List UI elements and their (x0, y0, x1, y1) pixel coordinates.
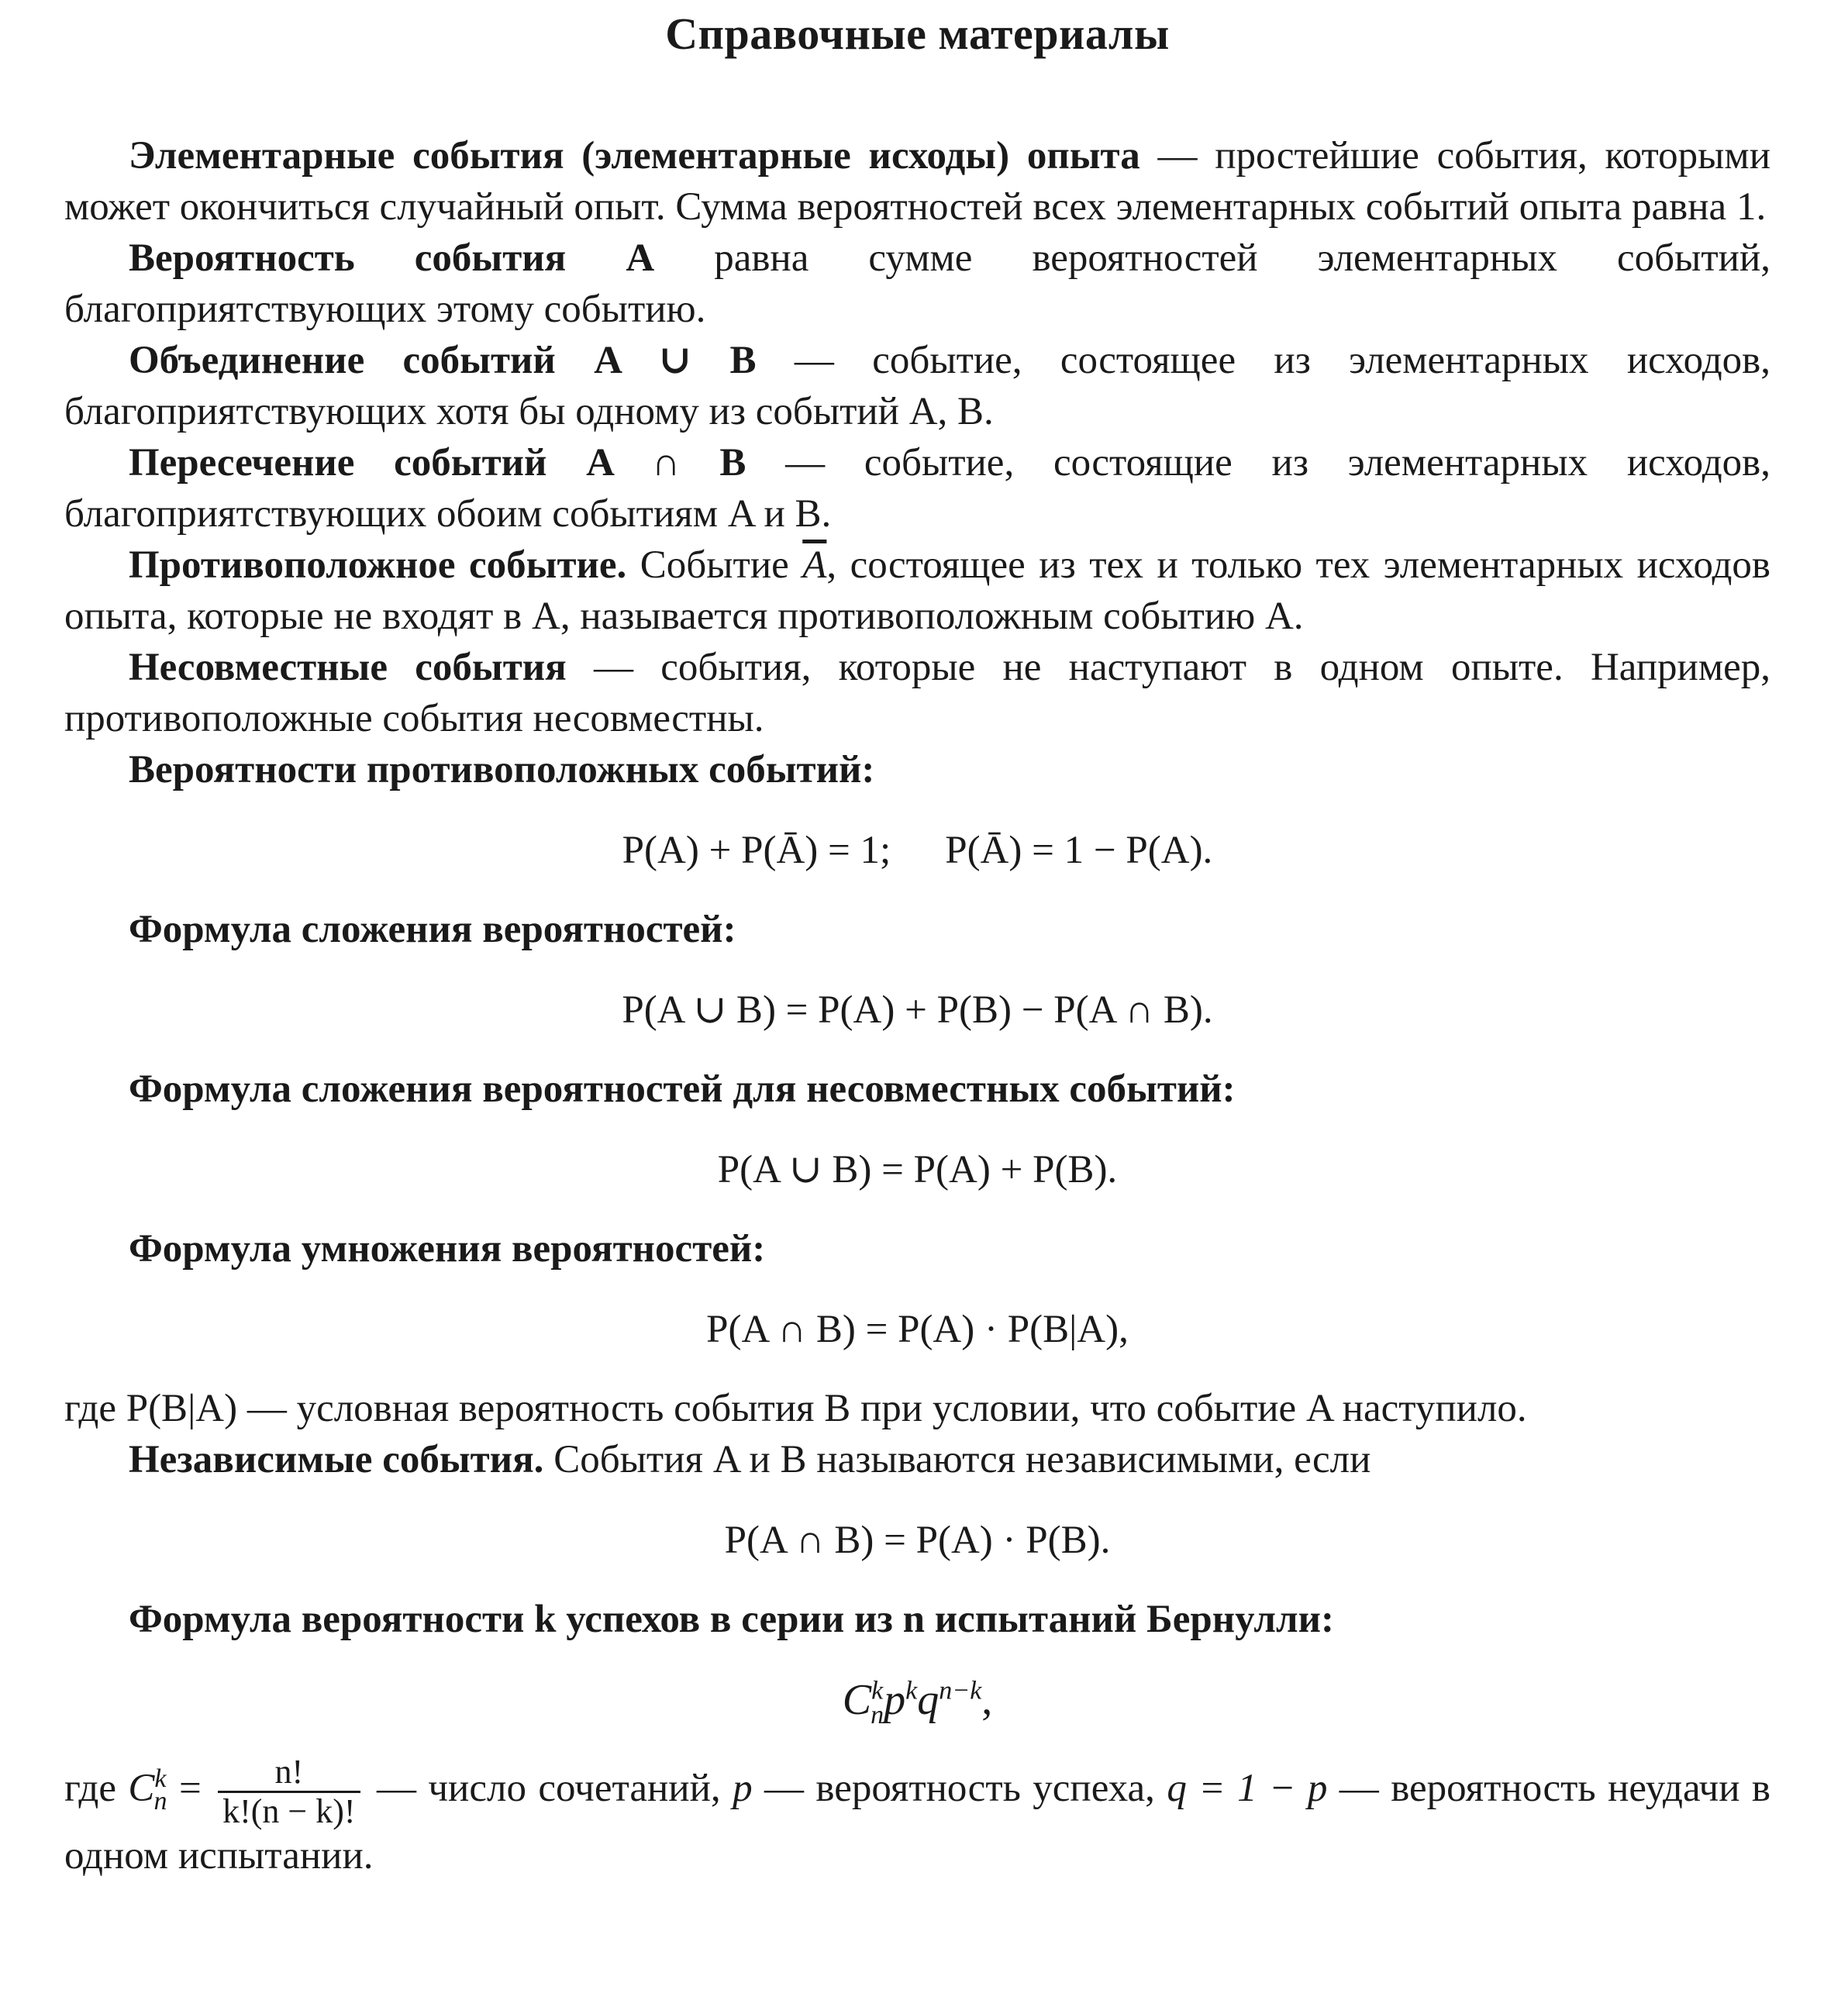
bernoulli-c-sub: n (871, 1701, 884, 1730)
text-union: — событие, состоящее из элементарных исходов, благоприятствующих хотя бы одному из событий A, B. (64, 339, 1770, 433)
combination-fraction (218, 1753, 360, 1830)
text-event-probability: равна сумме вероятностей элементарных событий, благоприятствующих этому событию. (64, 236, 1770, 331)
formula-addition: P(A ∪ B) = P(A) + P(B) − P(A ∩ B). (622, 988, 1213, 1032)
term-union: Объединение событий A ∪ B (129, 339, 757, 382)
paragraph-independent (64, 1434, 1770, 1485)
heading-multiplication-text: Формула умножения вероятностей: (129, 1227, 766, 1271)
paragraph-elementary-events (64, 130, 1770, 233)
term-independent: Независимые события. (129, 1438, 544, 1481)
paragraph-bernoulli-explanation (64, 1753, 1770, 1881)
formula-opposite (64, 825, 1770, 876)
bernoulli-p: p (884, 1676, 906, 1724)
fraction-denominator: k!(n − k)! (222, 1792, 356, 1830)
paragraph-opposite-event (64, 540, 1770, 642)
heading-opposite-probabilities (64, 744, 1770, 795)
text-elementary-events: — простейшие события, которыми может окончиться случайный опыт. Сумма вероятностей всех элементарных событий опыта равна 1. (64, 134, 1770, 229)
text-intersection: — событие, состоящие из элементарных исходов, благоприятствующих обоим событиям A и B. (64, 441, 1770, 536)
heading-addition (64, 904, 1770, 955)
term-elementary-events: Элементарные события (элементарные исходы) опыта (129, 134, 1140, 178)
formula-bernoulli (64, 1674, 1770, 1730)
combination-sup: k (154, 1764, 167, 1794)
heading-addition-incompatible-text: Формула сложения вероятностей для несовместных событий: (129, 1067, 1236, 1111)
heading-multiplication (64, 1223, 1770, 1274)
paragraph-intersection (64, 437, 1770, 540)
heading-bernoulli-text: Формула вероятности k успехов в серии из n испытаний Бернулли: (129, 1598, 1334, 1641)
bernoulli-tail: , (981, 1676, 993, 1724)
term-event-probability: Вероятность события A (129, 236, 655, 280)
bernoulli-q-exp: n−k (939, 1676, 982, 1705)
text-incompatible: — события, которые не наступают в одном опыте. Например, противоположные события несовместны. (64, 646, 1770, 740)
bernoulli-q-formula: q = 1 − p (1167, 1767, 1328, 1811)
bernoulli-c: C (842, 1676, 872, 1724)
term-incompatible: Несовместные события (129, 646, 567, 689)
combination-sub: n (153, 1787, 167, 1816)
formula-independent: P(A ∩ B) = P(A) · P(B). (724, 1519, 1111, 1562)
formula-opposite-right: P(Ā) = 1 − P(A). (945, 829, 1213, 872)
paragraph-union (64, 335, 1770, 437)
heading-addition-text: Формула сложения вероятностей: (129, 908, 736, 951)
symbol-a-bar: $\overline{A}$ (802, 543, 827, 587)
fraction-numerator: n! (218, 1753, 360, 1793)
heading-bernoulli (64, 1594, 1770, 1645)
bernoulli-p-var: p (733, 1767, 753, 1811)
formula-multiplication: P(A ∩ B) = P(A) · P(B|A), (706, 1308, 1129, 1351)
page-title: Справочные материалы (665, 9, 1170, 59)
bernoulli-text3: — вероятность неудачи в одном испытании. (64, 1767, 1771, 1878)
combination-c: C (128, 1767, 155, 1811)
bernoulli-text1: — число сочетаний, (364, 1767, 733, 1811)
formula-opposite-left: P(A) + P(Ā) = 1; (622, 829, 891, 872)
bernoulli-p-exp: k (905, 1676, 918, 1705)
term-intersection: Пересечение событий A ∩ B (129, 441, 746, 484)
formula-addition-incompatible: P(A ∪ B) = P(A) + P(B). (717, 1148, 1118, 1191)
paragraph-conditional: где P(B|A) — условная вероятность события B при условии, что событие A наступило. (64, 1387, 1527, 1430)
term-opposite-event: Противоположное событие. (129, 543, 627, 587)
text-independent: События A и B называются независимыми, если (543, 1438, 1371, 1481)
bernoulli-text2: — вероятность успеха, (752, 1767, 1167, 1811)
text-opposite-before: Событие (626, 543, 803, 587)
combination-eq: = (167, 1767, 214, 1811)
heading-opposite-probabilities-text: Вероятности противоположных событий: (129, 748, 875, 791)
bernoulli-c-sup: k (871, 1676, 884, 1705)
text-opposite-after: , состоящее из тех и только тех элементарных исходов опыта, которые не входят в A, называется противоположным событию A. (64, 543, 1771, 638)
paragraph-incompatible (64, 642, 1770, 744)
paragraph-event-probability (64, 233, 1770, 335)
bernoulli-prefix: где (64, 1767, 129, 1811)
heading-addition-incompatible (64, 1064, 1770, 1115)
bernoulli-q: q (917, 1676, 940, 1724)
